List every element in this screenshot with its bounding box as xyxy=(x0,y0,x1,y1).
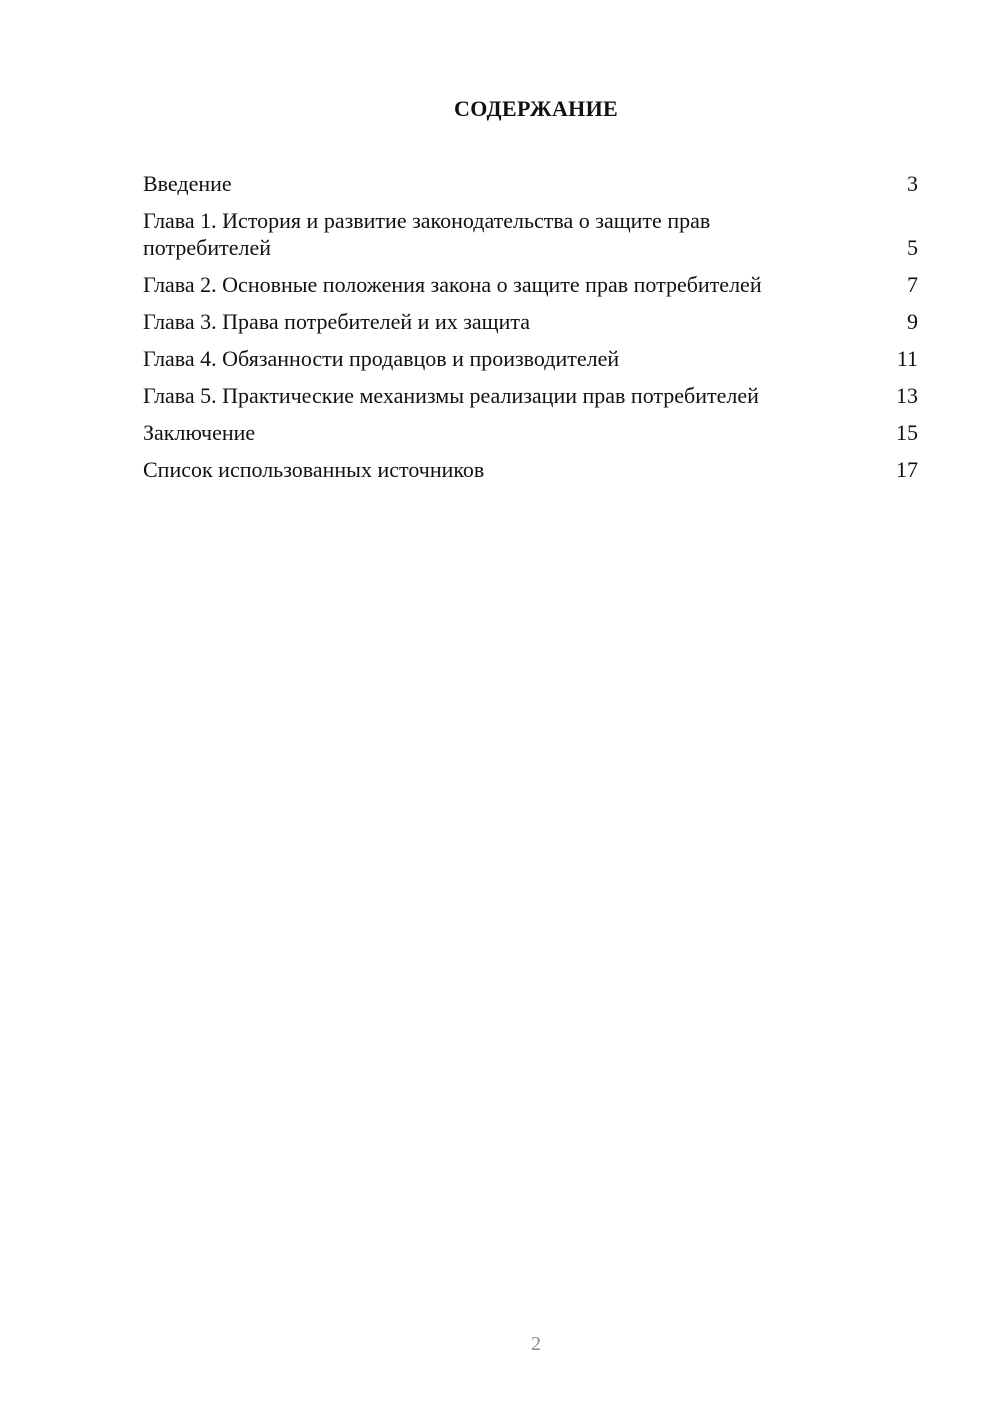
toc-entry-text: Глава 3. Права потребителей и их защита xyxy=(143,309,531,334)
toc-entry-text: Глава 5. Практические механизмы реализации прав потребителей xyxy=(143,383,759,408)
toc-entry-text: Глава 2. Основные положения закона о защите прав потребителей xyxy=(143,272,762,297)
toc-entry-introduction xyxy=(143,170,918,197)
toc-entry-chapter-1 xyxy=(143,207,918,261)
toc-entry-chapter-2 xyxy=(143,271,918,298)
toc-entry-text: Список использованных источников xyxy=(143,457,485,482)
toc-entry-chapter-4 xyxy=(143,345,918,372)
page-number: 2 xyxy=(531,1333,541,1355)
toc-entry-chapter-5 xyxy=(143,382,918,409)
toc-entry-page: 13 xyxy=(896,383,918,408)
toc-entry-conclusion xyxy=(143,419,918,446)
toc-title: СОДЕРЖАНИЕ xyxy=(454,96,618,121)
toc-entry-chapter-3 xyxy=(143,308,918,335)
table-of-contents xyxy=(143,170,918,493)
toc-entry-text: Глава 4. Обязанности продавцов и производителей xyxy=(143,346,620,371)
toc-entry-page: 7 xyxy=(907,272,918,297)
toc-entry-page: 9 xyxy=(907,309,918,334)
toc-entry-text: Введение xyxy=(143,171,232,196)
toc-entry-page: 17 xyxy=(896,457,918,482)
toc-entry-page: 15 xyxy=(896,420,918,445)
toc-entry-page: 3 xyxy=(907,171,918,196)
toc-entry-page: 5 xyxy=(907,235,918,260)
toc-entry-text: Глава 1. История и развитие законодательства о защите прав потребителей xyxy=(143,208,711,260)
toc-entry-text: Заключение xyxy=(143,420,256,445)
toc-entry-page: 11 xyxy=(896,346,918,371)
toc-entry-references xyxy=(143,456,918,483)
